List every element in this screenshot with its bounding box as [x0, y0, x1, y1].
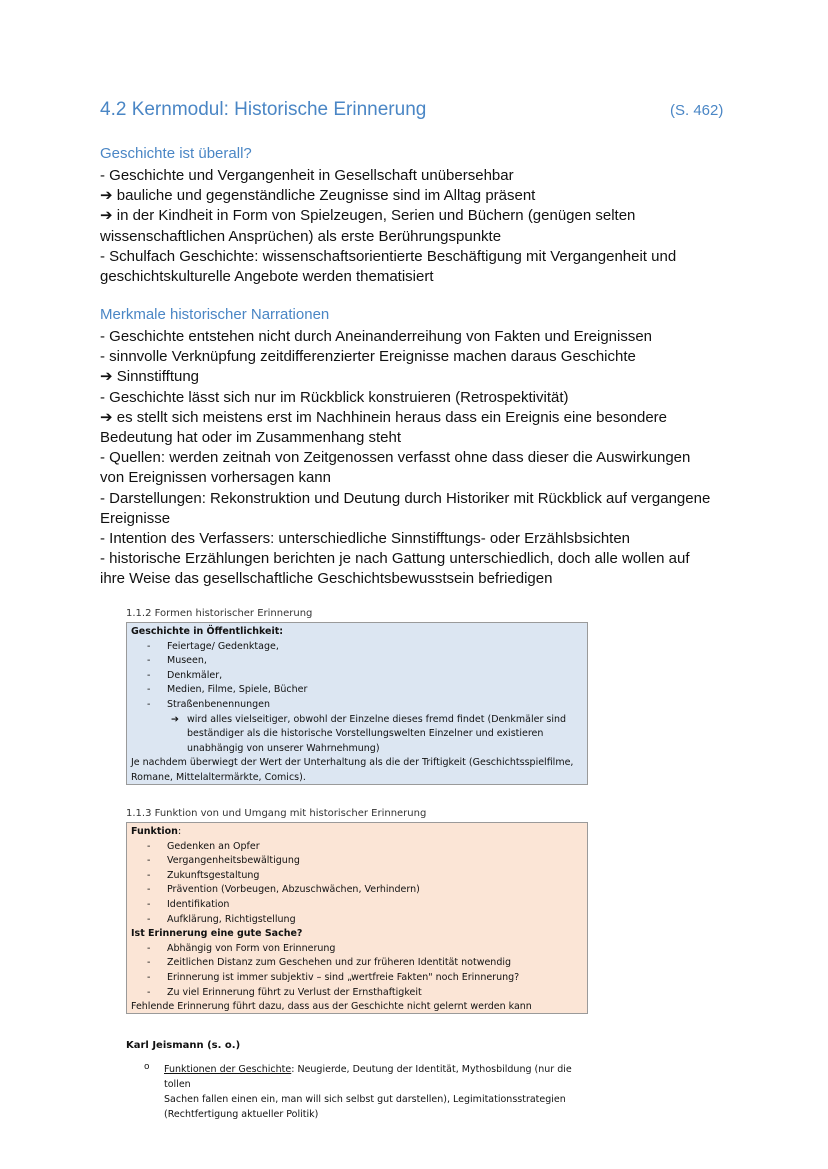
- list-item: - Straßenbenennungen: [147, 698, 271, 710]
- list-item: - Identifikation: [147, 898, 230, 910]
- funktion-box: [126, 822, 588, 1014]
- box-subheader: Ist Erinnerung eine gute Sache?: [131, 928, 303, 940]
- text-line: ➔ in der Kindheit in Form von Spielzeugen, Serien und Büchern (genügen selten: [100, 207, 636, 225]
- section-geschichte-ueberall: [100, 144, 740, 287]
- item-label: Funktionen der Geschichte: [164, 1064, 292, 1075]
- text-line: - Geschichte entstehen nicht durch Aneinanderreihung von Fakten und Ereignissen: [100, 328, 653, 345]
- text-line: - Darstellungen: Rekonstruktion und Deutung durch Historiker mit Rückblick auf vergangene: [100, 489, 711, 507]
- list-item: - Vergangenheitsbewältigung: [147, 855, 300, 867]
- box-footer: Fehlende Erinnerung führt dazu, dass aus der Geschichte nicht gelernt werden kann: [131, 1001, 532, 1013]
- text-line: ➔ es stellt sich meistens erst im Nachhinein heraus dass ein Ereignis eine besondere: [100, 408, 668, 426]
- text-line: - Intention des Verfassers: unterschiedliche Sinnstifftungs- oder Erzählsbsichten: [100, 530, 631, 548]
- arrow-note: ➔ wird alles vielseitiger, obwohl der Einzelne dieses fremd findet (Denkmäler sind beständiger als die historische Vorstellungswelten Einzelner und existieren unabhängig von unserer Wahrnehmung): [171, 713, 567, 754]
- list-item: - Prävention (Vorbeugen, Abzuschwächen, Verhindern): [147, 884, 420, 896]
- text-line: ➔ bauliche und gegenständliche Zeugnisse sind im Alltag präsent: [100, 187, 536, 205]
- text-line: - Geschichte und Vergangenheit in Gesellschaft unübersehbar: [100, 167, 514, 184]
- list-item: - Denkmäler,: [147, 669, 223, 681]
- list-item: - Museen,: [147, 655, 207, 667]
- list-item: - Abhängig von Form von Erinnerung: [147, 942, 336, 954]
- list-item: - Erinnerung ist immer subjektiv – sind „wertfreie Fakten" noch Erinnerung?: [147, 971, 520, 983]
- box-header: Funktion:: [131, 826, 182, 837]
- text-line: - sinnvolle Verknüpfung zeitdifferenzierter Ereignisse machen daraus Geschichte: [100, 348, 636, 366]
- circle-bullet-icon: o: [144, 1062, 150, 1072]
- list-item: - Medien, Filme, Spiele, Bücher: [147, 684, 308, 696]
- box-caption: 1.1.3 Funktion von und Umgang mit historischer Erinnerung: [126, 808, 427, 819]
- text-line: - Schulfach Geschichte: wissenschaftsorientierte Beschäftigung mit Vergangenheit und: [100, 247, 677, 265]
- text-line: Ereignisse: [100, 509, 171, 527]
- list-item: - Zukunftsgestaltung: [147, 869, 260, 881]
- text-line: geschichtskulturelle Angebote werden thematisiert: [100, 268, 434, 286]
- jeismann-heading: Karl Jeismann (s. o.): [126, 1040, 241, 1051]
- text-line: - Quellen: werden zeitnah von Zeitgenossen verfasst ohne dass dieser die Auswirkungen: [100, 449, 691, 467]
- list-item: - Aufklärung, Richtigstellung: [147, 913, 296, 925]
- jeismann-item: Funktionen der Geschichte: Neugierde, Deutung der Identität, Mythosbildung (nur die tollen Sachen fallen einen ein, man will sich selbst gut darstellen), Legimitationsstrategien (Rechtfertigung aktueller Politik): [164, 1064, 572, 1120]
- box-caption: 1.1.2 Formen historischer Erinnerung: [126, 608, 313, 619]
- text-line: ihre Weise das gesellschaftliche Geschichtsbewusstsein befriedigen: [100, 570, 553, 588]
- list-item: - Feiertage/ Gedenktage,: [147, 640, 279, 652]
- list-item: - Zu viel Erinnerung führt zu Verlust der Ernsthaftigkeit: [147, 986, 422, 998]
- box-footer: Romane, Mittelaltermärkte, Comics).: [131, 771, 306, 783]
- box-header: Geschichte in Öffentlichkeit:: [131, 626, 284, 637]
- text-line: wissenschaftlichen Ansprüchen) als erste Berührungspunkte: [100, 227, 502, 245]
- section-heading: Merkmale historischer Narrationen: [100, 306, 330, 323]
- section-merkmale: [100, 305, 740, 590]
- text-line: von Ereignissen vorhersagen kann: [100, 469, 331, 487]
- list-item: - Gedenken an Opfer: [147, 840, 260, 852]
- text-line: ➔ Sinnstifftung: [100, 368, 200, 386]
- page-title: 4.2 Kernmodul: Historische Erinnerung: [100, 99, 427, 120]
- page-reference: (S. 462): [670, 102, 724, 119]
- text-line: - Geschichte lässt sich nur im Rückblick konstruieren (Retrospektivität): [100, 388, 569, 406]
- section-heading: Geschichte ist überall?: [100, 145, 252, 162]
- list-item: - Zeitlichen Distanz zum Geschehen und zur früheren Identität notwendig: [147, 957, 512, 969]
- text-line: Bedeutung hat oder im Zusammenhang steht: [100, 429, 402, 447]
- box-footer: Je nachdem überwiegt der Wert der Unterhaltung als die der Triftigkeit (Geschichtsspielfilme,: [131, 757, 574, 769]
- formen-box: [126, 622, 588, 785]
- arrow-icon: ➔: [171, 713, 179, 725]
- text-line: - historische Erzählungen berichten je nach Gattung unterschiedlich, doch alle wollen auf: [100, 550, 690, 568]
